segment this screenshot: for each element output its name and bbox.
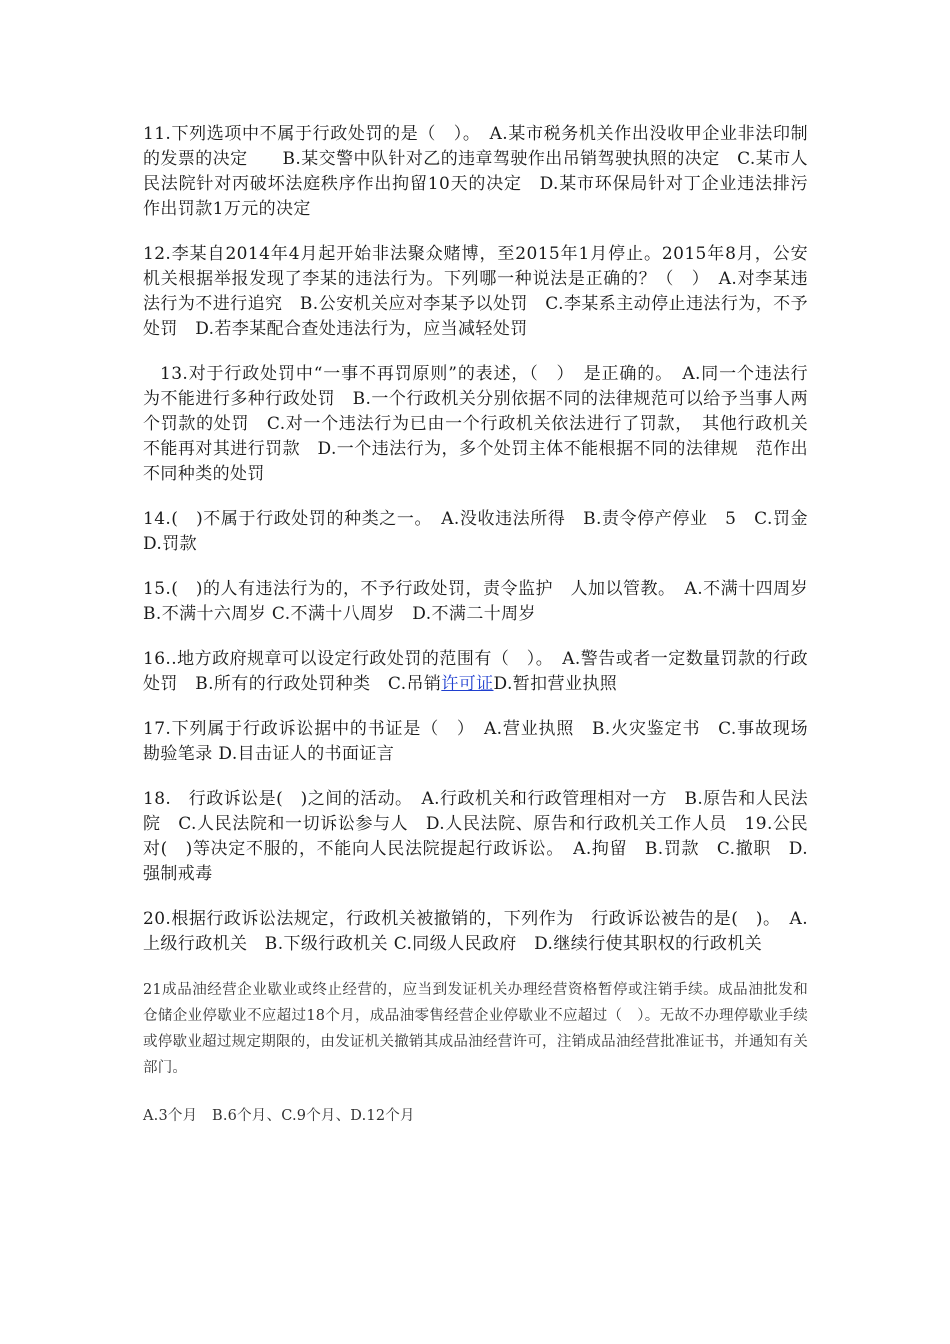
question-12: 12.李某自2014年4月起开始非法聚众赌博，至2015年1月停止。2015年8月，公安机关根据举报发现了李某的违法行为。下列哪一种说法是正确的？（ ） A.对李某违法行为不进行追究 B.公安机关应对李某予以处罚 C.李某系主动停止违法行为，不予处罚 D.若李某配合查处违法行为，应当减轻处罚 (143, 244, 808, 339)
question-20: 20.根据行政诉讼法规定，行政机关被撤销的，下列作为 行政诉讼被告的是( )。 A.上级行政机关 B.下级行政机关 C.同级人民政府 D.继续行使其职权的行政机关 (143, 909, 808, 954)
document-page (143, 122, 826, 1151)
question-16-text-end: D.暂扣营业执照 (493, 674, 618, 694)
question-13: 13.对于行政处罚中“一事不再罚原则”的表述，（ ） 是正确的。 A.同一个违法行为不能进行多种行政处罚 B.一个行政机关分别依据不同的法律规范可以给予当事人两个罚款的处罚 C.对一个违法行为已由一个行政机关依法进行了罚款， 其他行政机关不能再对其进行罚款 D.一个违法行为，多个处罚主体不能根据不同的法律规 范作出不同种类的处罚 (143, 364, 808, 484)
question-17: 17.下列属于行政诉讼据中的书证是（ ） A.营业执照 B.火灾鉴定书 C.事故现场勘验笔录 D.目击证人的书面证言 (143, 719, 808, 764)
question-16 (143, 647, 808, 697)
question-11: 11.下列选项中不属于行政处罚的是（ ）。 A.某市税务机关作出没收甲企业非法印制的发票的决定 B.某交警中队针对乙的违章驾驶作出吊销驾驶执照的决定 C.某市人民法院针对丙破坏法庭秩序作出拘留10天的决定 D.某市环保局针对丁企业违法排污作出罚款1万元的决定 (143, 124, 808, 219)
question-21-options: A.3个月 B.6个月、C.9个月、D.12个月 (143, 1108, 415, 1124)
question-18-19: 18. 行政诉讼是( )之间的活动。 A.行政机关和行政管理相对一方 B.原告和人民法院 C.人民法院和一切诉讼参与人 D.人民法院、原告和行政机关工作人员 19.公民对( )等决定不服的，不能向人民法院提起行政诉讼。 A.拘留 B.罚款 C.撤职 D.强制戒毒 (143, 789, 808, 884)
question-21: 21成品油经营企业歇业或终止经营的，应当到发证机关办理经营资格暂停或注销手续。成品油批发和仓储企业停歇业不应超过18个月，成品油零售经营企业停歇业不应超过（ ）。无故不办理停歇业手续或停歇业超过规定期限的，由发证机关撤销其成品油经营许可，注销成品油经营批准证书，并通知有关部门。 (143, 982, 808, 1076)
question-14: 14.( )不属于行政处罚的种类之一。 A.没收违法所得 B.责令停产停业 5 C.罚金 D.罚款 (143, 509, 826, 554)
question-15: 15.( )的人有违法行为的，不予行政处罚，责令监护 人加以管教。 A.不满十四周岁 B.不满十六周岁 C.不满十八周岁 D.不满二十周岁 (143, 579, 826, 624)
question-16-text: 16..地方政府规章可以设定行政处罚的范围有（ ）。 A.警告或者一定数量罚款的行政处罚 B.所有的行政处罚种类 C.吊销 (143, 649, 808, 694)
license-link[interactable]: 许可证 (441, 674, 494, 694)
